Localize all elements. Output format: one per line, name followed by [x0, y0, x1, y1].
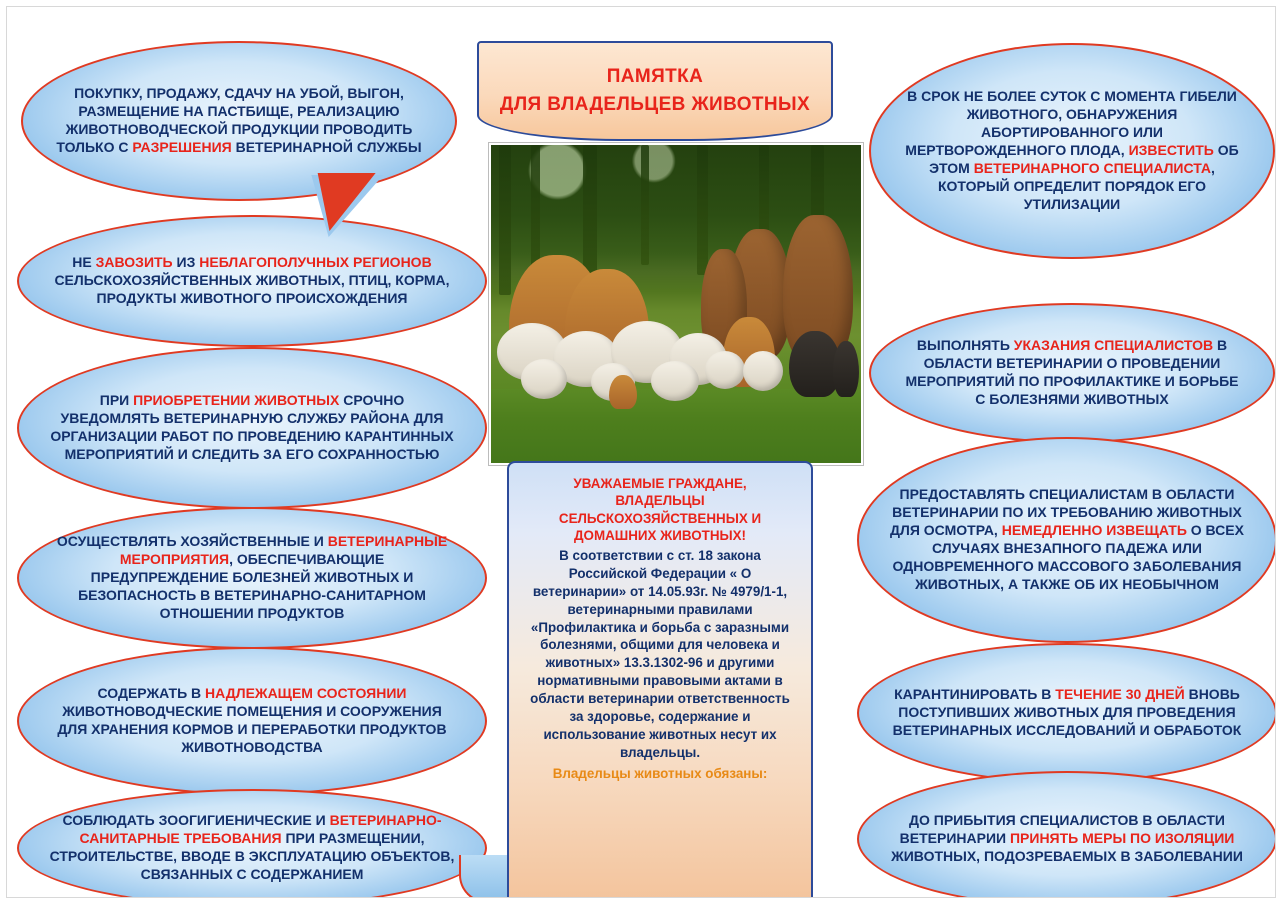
- bubble-text: [19, 529, 485, 627]
- bubble-purchase-sale-permission: [21, 41, 457, 201]
- text-run: ПОКУПКУ, ПРОДАЖУ, СДАЧУ НА УБОЙ, ВЫГОН, РАЗМЕЩЕНИЕ НА ПАСТБИЩЕ, РЕАЛИЗАЦИЮ ЖИВОТНОВОДЧЕСКОЙ ПРОДУКЦИИ ПРОВОДИТЬ ТОЛЬКО С: [56, 85, 413, 155]
- bubble-text: [19, 681, 485, 761]
- text-run: НАДЛЕЖАЩЕМ СОСТОЯНИИ: [205, 685, 407, 702]
- text-run: СРОЧНО УВЕДОМЛЯТЬ ВЕТЕРИНАРНУЮ СЛУЖБУ РАЙОНА ДЛЯ ОРГАНИЗАЦИИ РАБОТ ПО ПРОВЕДЕНИЮ КАРАНТИННЫХ МЕРОПРИЯТИЙ И СЛЕДИТЬ ЗА ЕГО СОХРАННОСТЬЮ: [50, 392, 454, 462]
- text-run: СЕЛЬСКОХОЗЯЙСТВЕННЫХ ЖИВОТНЫХ, ПТИЦ, КОРМА, ПРОДУКТЫ ЖИВОТНОГО ПРОИСХОЖДЕНИЯ: [54, 272, 450, 306]
- bubble-text: [19, 250, 485, 312]
- text-run: ВНОВЬ ПОСТУПИВШИХ ЖИВОТНЫХ ДЛЯ ПРОВЕДЕНИЯ ВЕТЕРИНАРНЫХ ИССЛЕДОВАНИЙ И ОБРАБОТОК: [892, 686, 1242, 738]
- photo-image: [491, 145, 861, 463]
- text-run: НЕ: [72, 254, 96, 271]
- bubble-follow-specialist-instructions: [869, 303, 1275, 443]
- text-run: ПРЕДОСТАВЛЯТЬ СПЕЦИАЛИСТАМ В ОБЛАСТИ ВЕТЕРИНАРИИ ПО ИХ ТРЕБОВАНИЮ ЖИВОТНЫХ ДЛЯ ОСМОТРА,: [890, 486, 1242, 539]
- center-footer-text: Владельцы животных обязаны:: [552, 766, 768, 782]
- text-run: КАРАНТИНИРОВАТЬ В: [894, 686, 1056, 703]
- bubble-text: [859, 482, 1275, 597]
- text-run: ОБ ЭТОМ: [929, 142, 1239, 176]
- page-title-line2: ДЛЯ ВЛАДЕЛЬЦЕВ ЖИВОТНЫХ: [499, 94, 811, 115]
- center-heading-line4: ДОМАШНИХ ЖИВОТНЫХ!: [573, 528, 746, 544]
- text-run: В ОБЛАСТИ ВЕТЕРИНАРИИ О ПРОВЕДЕНИИ МЕРОПРИЯТИЙ ПО ПРОФИЛАКТИКЕ И БОРЬБЕ С БОЛЕЗНЯМИ ЖИВОТНЫХ: [905, 337, 1239, 407]
- bubble-text: [19, 808, 485, 888]
- text-run: ВЕТЕРИНАРНОЙ СЛУЖБЫ: [235, 138, 422, 155]
- bubble-observe-zoohygienic-requirements: [17, 789, 487, 898]
- text-run: НЕБЛАГОПОЛУЧНЫХ РЕГИОНОВ: [199, 254, 432, 271]
- text-run: СОБЛЮДАТЬ ЗООГИГИЕНИЧЕСКИЕ И: [62, 812, 330, 829]
- text-run: ИЗВЕСТИТЬ: [1128, 142, 1218, 159]
- poster-sheet: [6, 6, 1276, 898]
- bubble-no-import-from-unsafe-regions: [17, 215, 487, 347]
- text-run: УКАЗАНИЯ СПЕЦИАЛИСТОВ: [1013, 337, 1217, 354]
- page-title-line1: ПАМЯТКА: [606, 65, 704, 87]
- text-run: ВЫПОЛНЯТЬ: [916, 337, 1014, 354]
- text-run: ВЕТЕРИНАРНЫЕ МЕРОПРИЯТИЯ: [119, 533, 448, 568]
- bubble-text: [859, 808, 1275, 870]
- text-run: РАЗРЕШЕНИЯ: [132, 138, 236, 155]
- text-run: ТЕЧЕНИЕ 30 ДНЕЙ: [1055, 686, 1189, 703]
- text-run: ЖИВОТНОВОДЧЕСКИЕ ПОМЕЩЕНИЯ И СООРУЖЕНИЯ ДЛЯ ХРАНЕНИЯ КОРМОВ И ПЕРЕРАБОТКИ ПРОДУКТОВ ЖИВОТНОВОДСТВА: [57, 703, 447, 755]
- text-run: ЗАВОЗИТЬ: [95, 254, 177, 271]
- bubble-economic-veterinary-measures: [17, 507, 487, 649]
- text-run: В СРОК НЕ БОЛЕЕ СУТОК С МОМЕНТА ГИБЕЛИ ЖИВОТНОГО, ОБНАРУЖЕНИЯ АБОРТИРОВАННОГО ИЛИ МЕРТВОРОЖДЕННОГО ПЛОДА,: [905, 88, 1237, 159]
- text-run: , ОБЕСПЕЧИВАЮЩИЕ ПРЕДУПРЕЖДЕНИЕ БОЛЕЗНЕЙ ЖИВОТНЫХ И БЕЗОПАСНОСТЬ В ВЕТЕРИНАРНО-САНИТАРНОМ ОТНОШЕНИИ ПРОДУКТОВ: [78, 551, 426, 621]
- page-title: [477, 41, 833, 141]
- center-heading-line2: ВЛАДЕЛЬЦЫ: [615, 493, 705, 509]
- center-legal-notice-panel: [507, 461, 813, 898]
- bubble-notify-on-acquisition: [17, 347, 487, 509]
- bubble-text: [871, 333, 1273, 413]
- text-run: ИЗ: [176, 254, 200, 271]
- center-heading-line1: УВАЖАЕМЫЕ ГРАЖДАНЕ,: [573, 476, 747, 491]
- bubble-text: [23, 81, 455, 161]
- center-heading: [523, 475, 797, 545]
- text-run: ПРИ РАЗМЕЩЕНИИ, СТРОИТЕЛЬСТВЕ, ВВОДЕ В ЭКСПЛУАТАЦИЮ ОБЪЕКТОВ, СВЯЗАННЫХ С СОДЕРЖАНИЕМ: [49, 830, 455, 882]
- bubble-notify-within-24-hours: [869, 43, 1275, 259]
- center-body-text: В соответствии с ст. 18 закона Российской Федерации « О ветеринарии» от 14.05.93г. № 4979/1-1, ветеринарными правилами «Профилактика и борьба с заразными болезнями, общими для человека и животных» 13.3.1302-96 и другими нормативными правовыми актами в области ветеринарии ответственность за здоровье, содержание и использование животных несут их владельцы.: [530, 547, 790, 761]
- bubble-provide-animals-for-inspection: [857, 437, 1276, 643]
- speech-tail-icon: [303, 175, 384, 237]
- text-run: ПРИНЯТЬ МЕРЫ ПО ИЗОЛЯЦИИ: [1009, 830, 1235, 847]
- text-run: ДО ПРИБЫТИЯ СПЕЦИАЛИСТОВ В ОБЛАСТИ ВЕТЕРИНАРИИ: [899, 812, 1225, 847]
- text-run: ОСУЩЕСТВЛЯТЬ ХОЗЯЙСТВЕННЫЕ И: [56, 533, 328, 550]
- text-run: ЖИВОТНЫХ, ПОДОЗРЕВАЕМЫХ В ЗАБОЛЕВАНИИ: [891, 847, 1243, 864]
- text-run: О ВСЕХ СЛУЧАЯХ ВНЕЗАПНОГО ПАДЕЖА ИЛИ ОДНОВРЕМЕННОГО МАССОВОГО ЗАБОЛЕВАНИЯ ЖИВОТНЫХ, А ТАКЖЕ ОБ ИХ НЕОБЫЧНОМ: [892, 522, 1244, 592]
- bubble-maintain-proper-condition: [17, 647, 487, 795]
- text-run: , КОТОРЫЙ ОПРЕДЕЛИТ ПОРЯДОК ЕГО УТИЛИЗАЦИИ: [937, 159, 1215, 212]
- text-run: ПРИОБРЕТЕНИИ ЖИВОТНЫХ: [133, 392, 344, 409]
- text-run: ВЕТЕРИНАРНО-САНИТАРНЫЕ ТРЕБОВАНИЯ: [79, 812, 442, 847]
- bubble-quarantine-30-days: [857, 643, 1276, 783]
- bubble-text: [871, 84, 1273, 217]
- text-run: НЕМЕДЛЕННО ИЗВЕЩАТЬ: [1001, 522, 1191, 539]
- text-run: СОДЕРЖАТЬ В: [97, 685, 206, 702]
- center-heading-line3: СЕЛЬСКОХОЗЯЙСТВЕННЫХ И: [558, 510, 762, 526]
- bubble-text: [19, 388, 485, 468]
- text-run: ВЕТЕРИНАРНОГО СПЕЦИАЛИСТА: [973, 159, 1212, 176]
- bubble-text: [859, 682, 1275, 744]
- farm-animals-photo: [489, 143, 863, 465]
- bubble-isolate-suspected-animals: [857, 771, 1276, 898]
- text-run: ПРИ: [99, 392, 134, 409]
